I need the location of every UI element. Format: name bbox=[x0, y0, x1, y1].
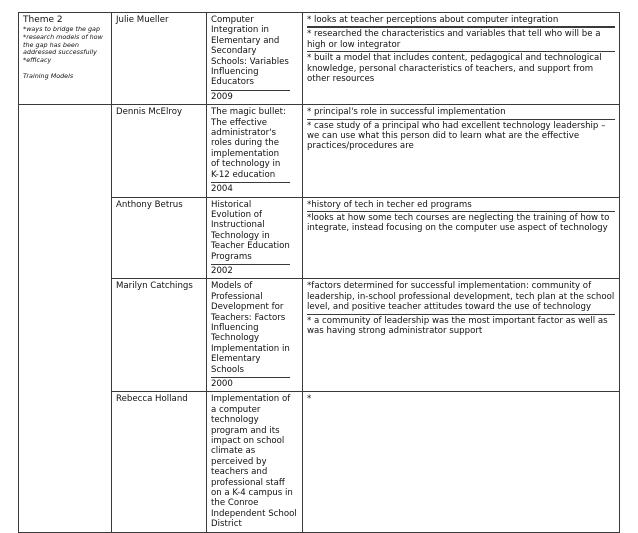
article-title: Implementation of a computer technology program and its impact on school climate as perceived by teachers and professional staff on a K-4 campus in the Conroe Independent School District bbox=[211, 394, 297, 530]
theme-note: *ways to bridge the gap bbox=[23, 25, 101, 34]
note-text: * case study of a principal who had excellent technology leadership – we can use what this person did to learn what are the effective practices/procedures are bbox=[307, 120, 606, 152]
article-year: 2004 bbox=[211, 184, 233, 195]
note-text: * a community of leadership was the most important factor as well as was having strong administrator support bbox=[307, 315, 608, 336]
note-text: * bbox=[307, 394, 312, 405]
notes-cell bbox=[303, 105, 620, 197]
theme-cell-continued bbox=[19, 392, 112, 532]
table-row bbox=[19, 13, 620, 105]
theme-note: *research models of how the gap has been addressed successfully bbox=[23, 33, 103, 57]
title-cell bbox=[207, 279, 303, 392]
article-year: 2002 bbox=[211, 265, 233, 276]
theme-cell bbox=[19, 13, 112, 105]
author-cell: Julie Mueller bbox=[112, 13, 207, 105]
theme-cell-continued bbox=[19, 105, 112, 197]
article-title: Computer Integration in Elementary and Secondary Schools: Variables Influencing Educators bbox=[211, 15, 290, 91]
notes-cell bbox=[303, 392, 620, 532]
title-cell bbox=[207, 105, 303, 197]
article-title: Historical Evolution of Instructional Technology in Teacher Education Programs bbox=[211, 200, 290, 265]
author-cell: Dennis McElroy bbox=[112, 105, 207, 197]
note-text: *history of tech in techer ed programs bbox=[307, 200, 615, 212]
title-cell bbox=[207, 392, 303, 532]
theme-title: Theme 2 bbox=[23, 15, 63, 25]
title-cell bbox=[207, 197, 303, 279]
notes-cell bbox=[303, 197, 620, 279]
note-text: * principal's role in successful implementation bbox=[307, 107, 615, 119]
article-year: 2000 bbox=[211, 379, 233, 389]
title-cell bbox=[207, 13, 303, 105]
note-text: * looks at teacher perceptions about computer integration bbox=[307, 15, 615, 27]
author-cell: Anthony Betrus bbox=[112, 197, 207, 279]
theme-note: *efficacy bbox=[23, 55, 52, 64]
article-title: The magic bullet: The effective administrator's roles during the implementation of technology in K-12 education bbox=[211, 107, 290, 183]
table-row bbox=[19, 105, 620, 197]
note-text: * built a model that includes content, pedagogical and technological knowledge, personal characteristics of teachers, and support from other resources bbox=[307, 51, 615, 85]
table-row bbox=[19, 197, 620, 279]
note-text: *looks at how some tech courses are neglecting the training of how to integrate, instead focusing on the computer use aspect of technology bbox=[307, 212, 610, 234]
theme-cell-continued bbox=[19, 279, 112, 392]
theme-cell-continued bbox=[19, 197, 112, 279]
article-title: Models of Professional Development for Teachers: Factors Influencing Technology Implementation in Elementary Schools bbox=[211, 281, 290, 378]
training-models-label: Training Models bbox=[23, 72, 74, 81]
author-cell: Marilyn Catchings bbox=[112, 279, 207, 392]
article-year: 2009 bbox=[211, 91, 233, 102]
table-row bbox=[19, 392, 620, 532]
author-cell: Rebecca Holland bbox=[112, 392, 207, 532]
notes-cell bbox=[303, 13, 620, 105]
note-text: *factors determined for successful implementation: community of leadership, in-school professional development, tech plan at the school level, and positive teacher attitudes toward the use of technology bbox=[307, 281, 615, 314]
table-row bbox=[19, 279, 620, 392]
literature-table bbox=[18, 12, 620, 533]
note-text: * researched the characteristics and variables that tell who will be a high or low integrator bbox=[307, 27, 615, 51]
notes-cell bbox=[303, 279, 620, 392]
